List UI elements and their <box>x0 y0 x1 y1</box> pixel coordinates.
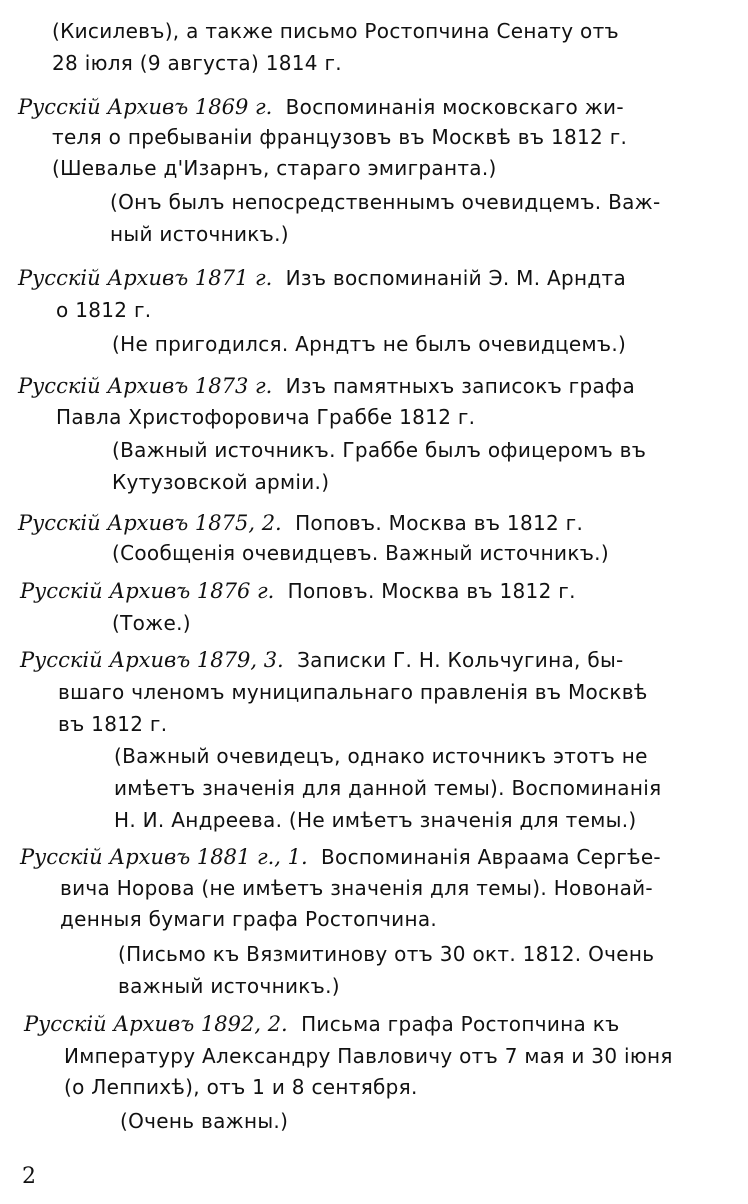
entry-text-line: Павла Христофоровича Граббе 1812 г. <box>56 405 476 429</box>
entry-text-line: 28 іюля (9 августа) 1814 г. <box>52 51 342 75</box>
entry-text: Поповъ. Москва въ 1812 г. <box>287 579 576 603</box>
entry-text: Воспоминанія Авраама Сергѣе- <box>321 845 661 869</box>
source-title: Русскій Архивъ 1879, 3. <box>20 648 284 672</box>
source-title: Русскій Архивъ 1881 г., 1. <box>20 845 308 869</box>
entry-first-line <box>18 373 635 399</box>
entry-text-line: денныя бумаги графа Ростопчина. <box>60 907 438 931</box>
entry-note-line: (Важный источникъ. Граббе былъ офицеромъ въ <box>112 438 647 462</box>
entry-first-line <box>20 844 661 870</box>
entry-note-line: ный источникъ.) <box>110 222 289 246</box>
page-number: 2 <box>22 1164 36 1189</box>
entry-note-line: Н. И. Андреева. (Не имѣетъ значенія для темы.) <box>114 808 637 832</box>
entry-text-line: (Кисилевъ), а также письмо Ростопчина Сенату отъ <box>52 19 619 43</box>
entry-text-line: (Шевалье д'Изарнъ, стараго эмигранта.) <box>52 156 497 180</box>
entry-first-line <box>20 578 576 604</box>
entry-text-line: Импературу Александру Павловичу отъ 7 мая и 30 іюня <box>64 1044 673 1068</box>
entry-text: Поповъ. Москва въ 1812 г. <box>295 511 584 535</box>
entry-text: Записки Г. Н. Кольчугина, бы- <box>297 648 624 672</box>
source-title: Русскій Архивъ 1873 г. <box>18 374 273 398</box>
entry-note-line: Кутузовской арміи.) <box>112 470 330 494</box>
source-title: Русскій Архивъ 1876 г. <box>20 579 275 603</box>
entry-text-line: (о Леппихѣ), отъ 1 и 8 сентября. <box>64 1075 418 1099</box>
entry-note-line: важный источникъ.) <box>118 974 340 998</box>
entry-note-line: (Онъ былъ непосредственнымъ очевидцемъ. Важ- <box>110 190 661 214</box>
entry-note-line: (Сообщенія очевидцевъ. Важный источникъ.) <box>112 541 609 565</box>
entry-note-line: (Не пригодился. Арндтъ не былъ очевидцемъ.) <box>112 332 627 356</box>
source-title: Русскій Архивъ 1875, 2. <box>18 511 282 535</box>
entry-text-line: вшаго членомъ муниципальнаго правленія въ Москвѣ <box>58 680 648 704</box>
entry-text: Изъ воспоминаній Э. М. Арндта <box>285 266 627 290</box>
entry-note-line: (Тоже.) <box>112 611 191 635</box>
source-title: Русскій Архивъ 1869 г. <box>18 95 273 119</box>
entry-first-line <box>18 94 624 120</box>
entry-text: Письма графа Ростопчина къ <box>301 1012 620 1036</box>
entry-text-line: въ 1812 г. <box>58 712 168 736</box>
entry-first-line <box>24 1011 620 1037</box>
entry-note-line: (Важный очевидецъ, однако источникъ этотъ не <box>114 744 648 768</box>
entry-text-line: о 1812 г. <box>56 298 152 322</box>
entry-first-line <box>18 265 626 291</box>
source-title: Русскій Архивъ 1871 г. <box>18 266 273 290</box>
entry-text-line: вича Норова (не имѣетъ значенія для темы). Новонай- <box>60 876 653 900</box>
source-title: Русскій Архивъ 1892, 2. <box>24 1012 288 1036</box>
entry-first-line <box>20 647 624 673</box>
entry-first-line <box>18 510 583 536</box>
entry-note-line: (Письмо къ Вязмитинову отъ 30 окт. 1812. Очень <box>118 942 655 966</box>
entry-text: Изъ памятныхъ записокъ графа <box>285 374 635 398</box>
entry-text-line: теля о пребываніи французовъ въ Москвѣ въ 1812 г. <box>52 125 628 149</box>
entry-note-line: (Очень важны.) <box>120 1109 289 1133</box>
entry-note-line: имѣетъ значенія для данной темы). Воспоминанія <box>114 776 662 800</box>
entry-text: Воспоминанія московскаго жи- <box>285 95 624 119</box>
